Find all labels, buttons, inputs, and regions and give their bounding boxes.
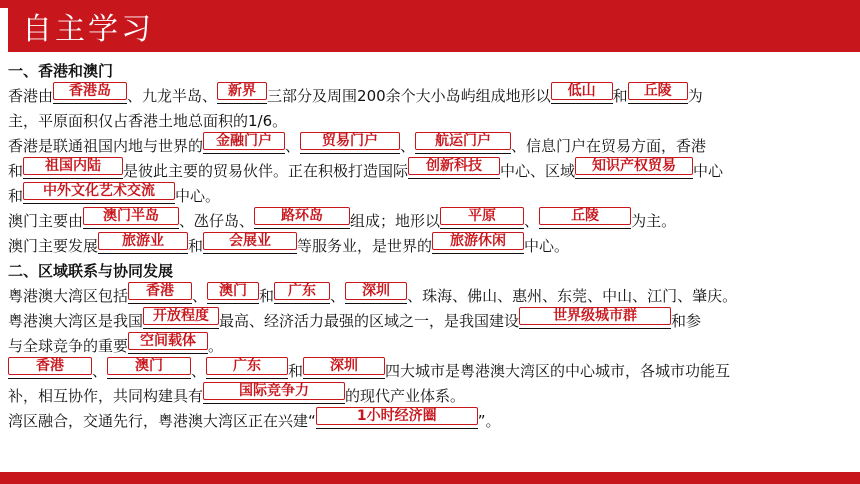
answer-label: 丘陵	[539, 207, 631, 225]
answer-blank	[203, 235, 297, 254]
answer-label: 世界级城市群	[519, 307, 671, 325]
text: 最高、经济活力最强的区域之一，是我国建设	[219, 312, 520, 330]
text: 中心。	[175, 187, 221, 205]
text: 和	[612, 87, 628, 105]
text-line	[8, 85, 854, 107]
answer-label: 旅游业	[98, 232, 188, 250]
text: 中心、区域	[500, 162, 576, 180]
answer-label: 空间载体	[128, 332, 208, 350]
text: 和	[188, 237, 204, 255]
answer-label: 开放程度	[143, 307, 219, 325]
text-line	[8, 310, 854, 332]
text-line	[8, 385, 854, 407]
text-line	[8, 110, 854, 132]
text: 是彼此主要的贸易伙伴。正在积极打造国际	[123, 162, 409, 180]
answer-label: 1小时经济圈	[316, 407, 478, 425]
text: 、	[192, 287, 208, 305]
answer-label: 祖国内陆	[23, 157, 123, 175]
answer-blank	[551, 85, 613, 104]
text: ”。	[477, 412, 501, 430]
answer-blank	[432, 235, 524, 254]
text: 和	[8, 187, 24, 205]
answer-label: 知识产权贸易	[575, 157, 693, 175]
answer-label: 平原	[440, 207, 524, 225]
answer-blank	[408, 160, 500, 179]
text: 、珠海、佛山、惠州、东莞、中山、江门、肇庆。	[407, 287, 738, 305]
answer-blank	[83, 210, 179, 229]
answer-blank	[440, 210, 524, 229]
answer-blank	[628, 85, 688, 104]
answer-label: 香港岛	[53, 82, 127, 100]
answer-label: 澳门半岛	[83, 207, 179, 225]
text: 等服务业，是世界的	[297, 237, 433, 255]
text: 、	[524, 212, 540, 230]
text: 、九龙半岛、	[127, 87, 218, 105]
answer-blank	[575, 160, 693, 179]
answer-blank	[203, 385, 345, 404]
answer-blank	[107, 360, 191, 379]
answer-label: 新界	[217, 82, 267, 100]
answer-blank	[128, 285, 192, 304]
text: 中心	[693, 162, 724, 180]
text-line	[8, 185, 854, 207]
answer-label: 贸易门户	[300, 132, 400, 150]
answer-blank	[53, 85, 127, 104]
text-line	[8, 285, 854, 307]
answer-blank	[316, 410, 478, 429]
text: 湾区融合，交通先行，粤港澳大湾区正在兴建“	[8, 412, 316, 430]
page-title: 自主学习	[8, 8, 860, 52]
answer-label: 深圳	[303, 357, 385, 375]
text: 粤港澳大湾区是我国	[8, 312, 144, 330]
text: 和	[259, 287, 275, 305]
text: 为	[687, 87, 703, 105]
answer-label: 香港	[128, 282, 192, 300]
answer-blank	[217, 85, 267, 104]
answer-label: 低山	[551, 82, 613, 100]
answer-label: 中外文化艺术交流	[23, 182, 175, 200]
text: 、	[330, 287, 346, 305]
answer-blank	[519, 310, 671, 329]
answer-blank	[128, 335, 208, 354]
text: 和参	[671, 312, 702, 330]
text: 、	[191, 362, 207, 380]
text: 组成；地形以	[350, 212, 441, 230]
answer-label: 广东	[274, 282, 330, 300]
answer-blank	[8, 360, 92, 379]
answer-label: 深圳	[345, 282, 407, 300]
answer-blank	[98, 235, 188, 254]
answer-label: 澳门	[207, 282, 259, 300]
text-line	[8, 135, 854, 157]
answer-label: 会展业	[203, 232, 297, 250]
text: 香港由	[8, 87, 54, 105]
answer-label: 金融门户	[203, 132, 285, 150]
text: 主，平原面积仅占香港土地总面积的1/6。	[8, 112, 288, 130]
answer-label: 旅游休闲	[432, 232, 524, 250]
answer-blank	[203, 135, 285, 154]
answer-blank	[143, 310, 219, 329]
answer-blank	[415, 135, 511, 154]
text: 三部分及周围200余个大小岛屿组成地形以	[267, 87, 551, 105]
text-line	[8, 410, 854, 432]
answer-label: 澳门	[107, 357, 191, 375]
text: 。	[208, 337, 224, 355]
text: 香港是联通祖国内地与世界的	[8, 137, 204, 155]
text: 和	[8, 162, 24, 180]
text: 为主。	[631, 212, 677, 230]
answer-blank	[345, 285, 407, 304]
text: 、氹仔岛、	[179, 212, 255, 230]
answer-blank	[300, 135, 400, 154]
text-line	[8, 235, 854, 257]
text-line	[8, 160, 854, 182]
text: 粤港澳大湾区包括	[8, 287, 129, 305]
text: 澳门主要由	[8, 212, 84, 230]
top-accent-stripe	[0, 0, 860, 8]
answer-blank	[539, 210, 631, 229]
text: 补，相互协作，共同构建具有	[8, 387, 204, 405]
bottom-accent-bar	[0, 472, 860, 484]
text-line	[8, 210, 854, 232]
answer-label: 航运门户	[415, 132, 511, 150]
answer-label: 广东	[206, 357, 288, 375]
text: 、	[400, 137, 416, 155]
answer-label: 香港	[8, 357, 92, 375]
answer-blank	[23, 160, 123, 179]
text-line	[8, 360, 854, 382]
answer-blank	[274, 285, 330, 304]
text: 、信息门户在贸易方面，香港	[511, 137, 707, 155]
section-heading-hk-macau: 一、香港和澳门	[8, 62, 114, 80]
text: 澳门主要发展	[8, 237, 99, 255]
answer-blank	[23, 185, 175, 204]
answer-label: 创新科技	[408, 157, 500, 175]
text: 和	[288, 362, 304, 380]
text: 四大城市是粤港澳大湾区的中心城市，各城市功能互	[385, 362, 731, 380]
answer-label: 丘陵	[628, 82, 688, 100]
text: 与全球竞争的重要	[8, 337, 129, 355]
text-line	[8, 335, 854, 357]
answer-label: 路环岛	[254, 207, 350, 225]
text: 的现代产业体系。	[345, 387, 466, 405]
answer-blank	[254, 210, 350, 229]
answer-blank	[207, 285, 259, 304]
answer-blank	[303, 360, 385, 379]
worksheet-body	[8, 60, 854, 432]
text: 、	[285, 137, 301, 155]
text: 中心。	[524, 237, 570, 255]
text: 、	[92, 362, 108, 380]
answer-blank	[206, 360, 288, 379]
answer-label: 国际竞争力	[203, 382, 345, 400]
section-heading-greater-bay-area: 二、区域联系与协同发展	[8, 262, 174, 280]
